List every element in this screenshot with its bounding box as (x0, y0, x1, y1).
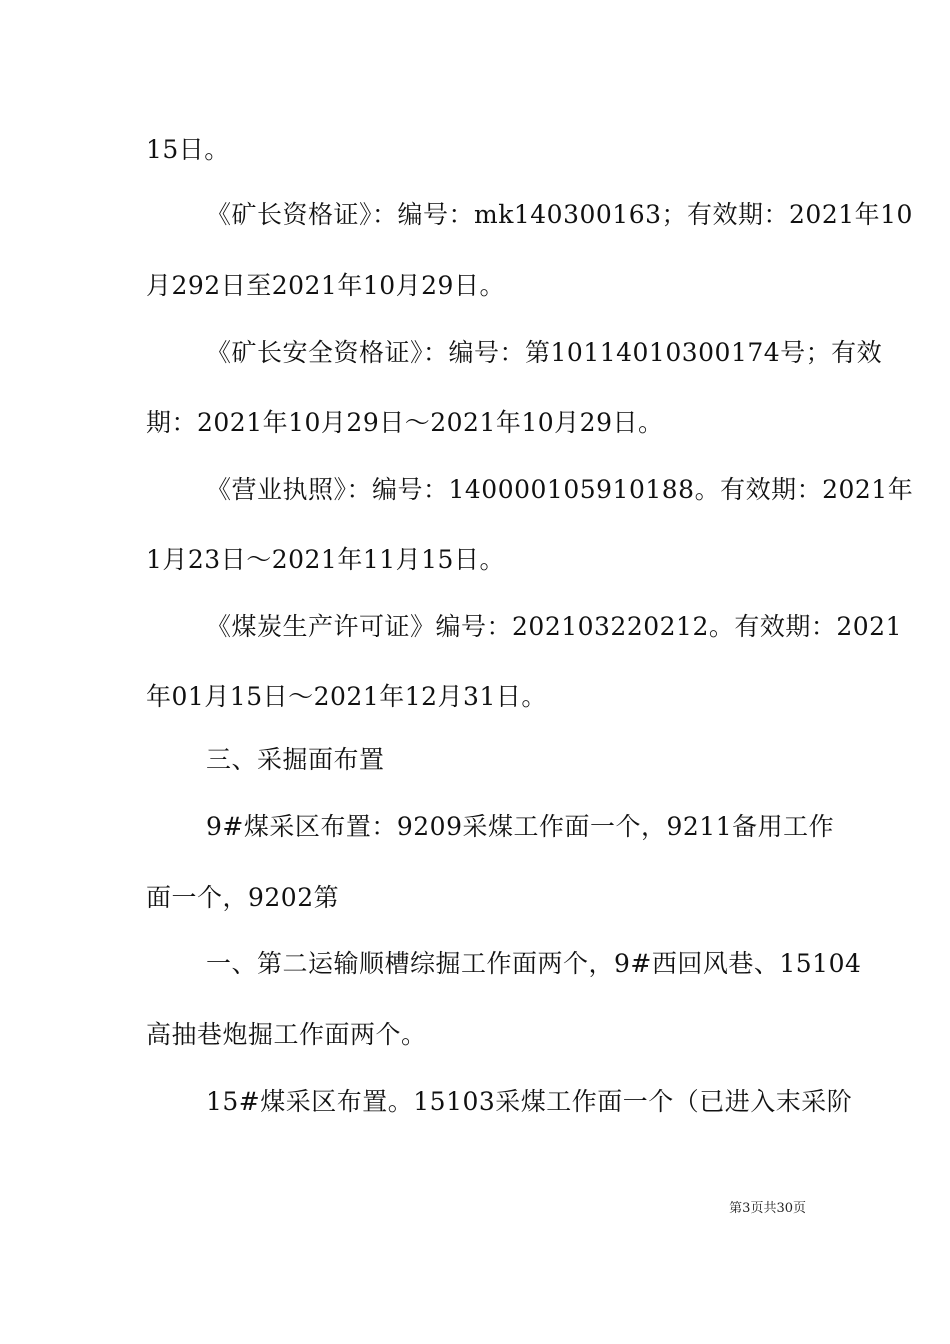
text-line: 15日。 (146, 135, 230, 164)
text-line: 《营业执照》：编号：140000105910188。有效期：2021年 (206, 475, 914, 504)
page-number: 第3页共30页 (729, 1201, 806, 1216)
text-line: 面一个，9202第 (146, 883, 340, 912)
text-line: 《矿长安全资格证》：编号：第10114010300174号；有效 (206, 338, 883, 367)
text-line: 年01月15日～2021年12月31日。 (146, 682, 547, 711)
text-line: 月292日至2021年10月29日。 (146, 271, 505, 300)
section-heading: 三、采掘面布置 (206, 745, 385, 774)
text-line: 1月23日～2021年11月15日。 (146, 545, 505, 574)
text-line: 15#煤采区布置。15103采煤工作面一个（已进入末采阶 (206, 1087, 853, 1116)
text-line: 期：2021年10月29日～2021年10月29日。 (146, 408, 664, 437)
text-line: 高抽巷炮掘工作面两个。 (146, 1020, 427, 1049)
text-line: 一、第二运输顺槽综掘工作面两个，9#西回风巷、15104 (206, 949, 862, 978)
text-line: 《煤炭生产许可证》编号：202103220212。有效期：2021 (206, 612, 902, 641)
text-line: 9#煤采区布置：9209采煤工作面一个，9211备用工作 (206, 812, 835, 841)
text-line: 《矿长资格证》：编号：mk140300163；有效期：2021年10 (206, 200, 913, 229)
